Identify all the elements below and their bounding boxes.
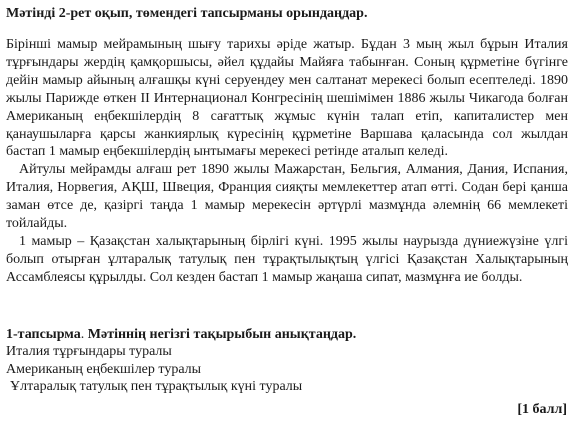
paragraph-1: Бірінші мамыр мейрамының шығу тарихы әріде жатыр. Бұдан 3 мың жыл бұрын Италия тұрғындары жердің қамқоршысы, әйел құдайы Майяға табынған. Соның құрметіне бүгінге дейін мамыр айының алғашқы күні серуендеу мен салтанат мерекесі болып есептеледі. 1890 жылы Парижде өткен II Интернационал Конгресінің шешімімен 1886 жылы Чикагода болған Американың еңбекшілердің 8 сағаттық жұмыс күнін талап етіп, капиталистер мен қанаушыларға қарсы жанкиярлық күресінің құрметіне Варшава қаласында сол жылдан бастап 1 мамыр еңбекшілердің ынтымағы мерекесі ретінде аталып келеді. bbox=[6, 37, 568, 160]
task-question: Мәтіннің негізгі тақырыбын анықтаңдар. bbox=[87, 327, 357, 342]
task-line bbox=[6, 325, 356, 345]
answer-option[interactable]: Ұлтаралық татулық пен тұрақтылық күні туралы bbox=[10, 379, 303, 394]
instruction-heading: Мәтінді 2-рет оқып, төмендегі тапсырманы орындаңдар. bbox=[6, 6, 368, 21]
task-separator: . bbox=[80, 327, 88, 342]
reading-passage bbox=[6, 36, 568, 287]
answer-option[interactable]: Американың еңбекшілер туралы bbox=[6, 361, 202, 377]
answer-options bbox=[6, 343, 568, 396]
paragraph-2: Айтулы мейрамды алғаш рет 1890 жылы Мажарстан, Бельгия, Алмания, Дания, Испания, Италия, Норвегия, АҚШ, Швеция, Франция сияқты мемлекеттер атап өтті. Содан бері қанша заман өтсе де, қазіргі таңда 1 мамыр мерекесін әртүрлі мазмұнда әлемнің 66 мемлекеті тойлайды. bbox=[6, 162, 568, 232]
task-label: 1-тапсырма bbox=[6, 327, 81, 342]
score-label: [1 балл] bbox=[517, 402, 567, 417]
paragraph-3: 1 мамыр – Қазақстан халықтарының бірлігі күні. 1995 жылы наурызда дүниежүзіне үлгі болып отырған ұлтаралық татулық пен тұрақтылықтың үлгісі Қазақстан Халықтарының Ассамблеясы құрылды. Сол кезден бастап 1 мамыр жаңаша сипат, мазмұнға ие болды. bbox=[6, 233, 568, 285]
answer-option[interactable]: Италия тұрғындары туралы bbox=[6, 344, 172, 359]
